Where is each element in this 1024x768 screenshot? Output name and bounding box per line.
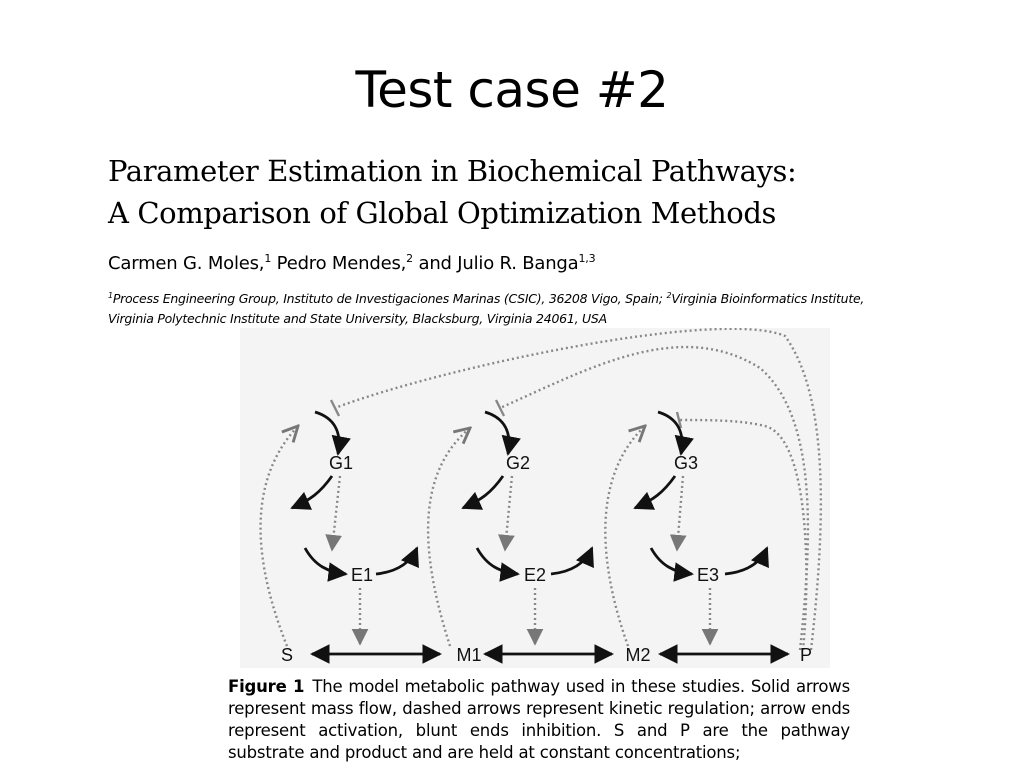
node-p: P xyxy=(799,645,813,665)
affiliation-mark: 1 xyxy=(108,291,113,300)
pathway-diagram xyxy=(240,328,830,668)
g3-e3-line xyxy=(677,476,683,550)
g2-synthesis-arrow xyxy=(485,412,509,454)
node-m2: M2 xyxy=(625,645,651,665)
e1-degradation-arrow xyxy=(376,548,417,574)
node-e2: E2 xyxy=(523,565,547,585)
node-g1: G1 xyxy=(328,453,354,473)
pathway-figure xyxy=(240,328,830,668)
e3-synthesis-arrow xyxy=(651,548,692,574)
regulation-arrows xyxy=(261,329,821,650)
e3-degradation-arrow xyxy=(725,548,767,574)
paper-title-line-2: A Comparison of Global Optimization Methods xyxy=(108,196,776,230)
inhibition-bars xyxy=(331,400,681,428)
m2-g3-activation-line xyxy=(605,426,645,646)
g1-synthesis-arrow xyxy=(315,412,339,454)
g2-degradation-arrow xyxy=(463,476,503,508)
node-e3: E3 xyxy=(696,565,720,585)
affiliation-line-2: Virginia Polytechnic Institute and State University, Blacksburg, Virginia 24061, USA xyxy=(108,311,607,327)
figure-caption xyxy=(228,676,850,764)
e2-synthesis-arrow xyxy=(477,548,518,574)
author-name: and Julio R. Banga xyxy=(412,253,579,274)
slide-title: Test case #2 xyxy=(355,61,669,119)
figure-caption-text: The model metabolic pathway used in these studies. Solid arrows represent mass flow, dashed arrows represent kinetic regulation; arrow ends represent activation, blunt ends inhibition. S and P are the pathway substrate and product and are held at constant concentrations; xyxy=(228,677,850,762)
paper-affiliations xyxy=(108,286,864,329)
p-g1-inhibition-line xyxy=(335,329,821,650)
node-g3: G3 xyxy=(673,453,699,473)
paper-authors xyxy=(108,252,595,274)
node-s: S xyxy=(280,645,294,665)
inhibition-bar-g1 xyxy=(331,400,339,416)
author-affiliation-mark: 2 xyxy=(406,252,413,265)
m1-g2-activation-line xyxy=(428,428,470,646)
g2-e2-line xyxy=(505,476,512,550)
g3-degradation-arrow xyxy=(635,476,675,508)
affiliation-mark: 2 xyxy=(666,291,672,300)
author-name: Pedro Mendes, xyxy=(271,253,407,274)
g1-e1-line xyxy=(332,476,340,550)
e1-synthesis-arrow xyxy=(305,548,346,574)
e2-degradation-arrow xyxy=(551,548,592,574)
paper-title-line-1: Parameter Estimation in Biochemical Pathways: xyxy=(108,154,797,188)
s-g1-activation-line xyxy=(261,426,298,646)
g1-degradation-arrow xyxy=(292,476,332,508)
node-g2: G2 xyxy=(505,453,531,473)
author-affiliation-mark: 1,3 xyxy=(578,252,596,265)
figure-caption-label: Figure 1 xyxy=(228,677,305,696)
affiliation-text: Virginia Bioinformatics Institute, xyxy=(671,291,865,307)
node-m1: M1 xyxy=(456,645,482,665)
node-e1: E1 xyxy=(350,565,374,585)
p-g3-inhibition-line xyxy=(680,420,806,650)
affiliation-line-1 xyxy=(108,286,864,309)
mass-flow-arrows xyxy=(292,412,788,654)
affiliation-text: Process Engineering Group, Instituto de Investigaciones Marinas (CSIC), 36208 Vigo, Spain; xyxy=(112,291,667,307)
paper-title xyxy=(108,150,796,234)
author-name: Carmen G. Moles, xyxy=(108,253,265,274)
author-affiliation-mark: 1 xyxy=(264,252,272,265)
